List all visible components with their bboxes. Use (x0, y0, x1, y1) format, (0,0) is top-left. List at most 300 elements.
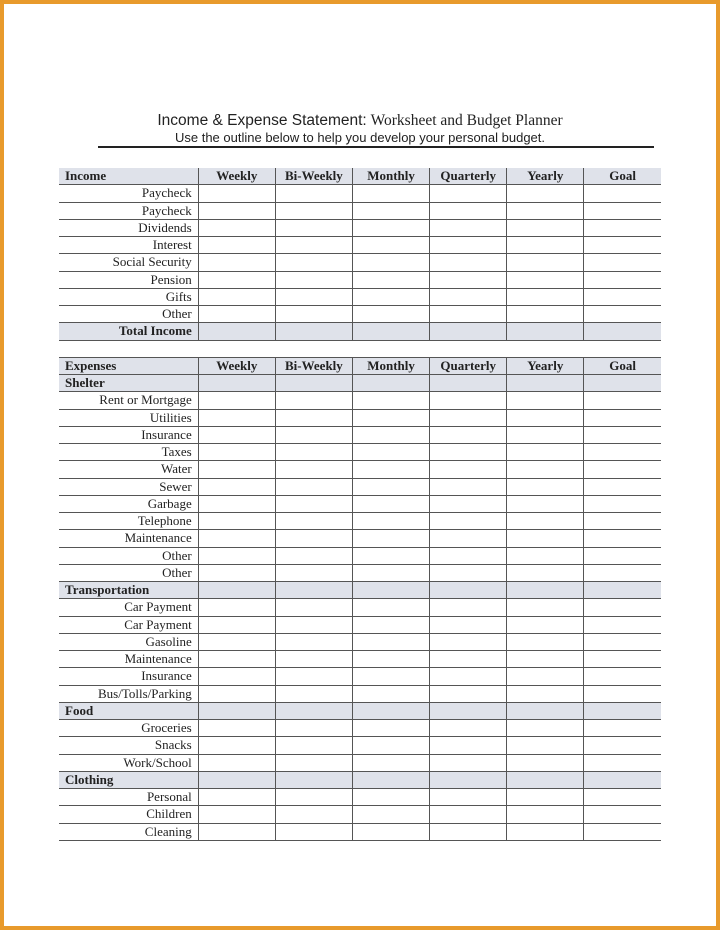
entry-cell[interactable] (198, 513, 275, 530)
entry-cell[interactable] (430, 806, 507, 823)
entry-cell[interactable] (430, 582, 507, 599)
entry-cell[interactable] (584, 202, 661, 219)
table-row (59, 237, 661, 254)
entry-cell[interactable] (507, 288, 584, 305)
entry-cell[interactable] (584, 392, 661, 409)
entry-cell[interactable] (352, 409, 429, 426)
line-item-label: Dividends (59, 219, 198, 236)
entry-cell[interactable] (584, 306, 661, 323)
entry-cell[interactable] (430, 651, 507, 668)
entry-cell[interactable] (352, 495, 429, 512)
entry-cell[interactable] (275, 513, 352, 530)
entry-cell[interactable] (275, 426, 352, 443)
section-header-label: Income (59, 168, 198, 185)
entry-cell[interactable] (584, 530, 661, 547)
entry-cell[interactable] (198, 668, 275, 685)
entry-cell[interactable] (352, 478, 429, 495)
entry-cell[interactable] (507, 426, 584, 443)
entry-cell[interactable] (352, 668, 429, 685)
entry-cell[interactable] (584, 271, 661, 288)
entry-cell[interactable] (430, 185, 507, 202)
entry-cell[interactable] (584, 720, 661, 737)
entry-cell[interactable] (584, 582, 661, 599)
entry-cell[interactable] (430, 702, 507, 719)
table-row (59, 409, 661, 426)
entry-cell[interactable] (352, 426, 429, 443)
entry-cell[interactable] (430, 375, 507, 392)
table-row (59, 444, 661, 461)
entry-cell[interactable] (352, 633, 429, 650)
entry-cell[interactable] (507, 789, 584, 806)
entry-cell[interactable] (352, 806, 429, 823)
entry-cell[interactable] (275, 306, 352, 323)
entry-cell[interactable] (352, 564, 429, 581)
entry-cell[interactable] (507, 323, 584, 340)
entry-cell[interactable] (275, 789, 352, 806)
entry-cell[interactable] (352, 754, 429, 771)
entry-cell[interactable] (275, 461, 352, 478)
title-main: Income & Expense Statement: (157, 112, 367, 129)
entry-cell[interactable] (352, 185, 429, 202)
entry-cell[interactable] (352, 254, 429, 271)
entry-cell[interactable] (198, 685, 275, 702)
entry-cell[interactable] (198, 375, 275, 392)
table-row (59, 219, 661, 236)
entry-cell[interactable] (275, 288, 352, 305)
entry-cell[interactable] (507, 582, 584, 599)
column-header: Weekly (198, 168, 275, 185)
entry-cell[interactable] (430, 564, 507, 581)
category-label: Shelter (59, 375, 198, 392)
entry-cell[interactable] (584, 513, 661, 530)
expenses-header-row (59, 357, 661, 374)
column-header: Monthly (352, 168, 429, 185)
entry-cell[interactable] (507, 547, 584, 564)
entry-cell[interactable] (275, 737, 352, 754)
entry-cell[interactable] (507, 754, 584, 771)
entry-cell[interactable] (275, 668, 352, 685)
entry-cell[interactable] (507, 202, 584, 219)
entry-cell[interactable] (507, 444, 584, 461)
entry-cell[interactable] (584, 771, 661, 788)
spacer-cell (198, 340, 275, 357)
entry-cell[interactable] (430, 461, 507, 478)
entry-cell[interactable] (584, 254, 661, 271)
page-title (4, 112, 716, 130)
entry-cell[interactable] (430, 495, 507, 512)
column-header: Goal (584, 168, 661, 185)
entry-cell[interactable] (584, 185, 661, 202)
column-header: Monthly (352, 357, 429, 374)
line-item-label: Social Security (59, 254, 198, 271)
entry-cell[interactable] (198, 582, 275, 599)
entry-cell[interactable] (430, 254, 507, 271)
page-subtitle: Use the outline below to help you develop your personal budget. (174, 130, 546, 145)
entry-cell[interactable] (430, 668, 507, 685)
entry-cell[interactable] (275, 495, 352, 512)
entry-cell[interactable] (430, 513, 507, 530)
table-row (59, 513, 661, 530)
title-divider (98, 146, 654, 148)
entry-cell[interactable] (584, 478, 661, 495)
entry-cell[interactable] (198, 771, 275, 788)
entry-cell[interactable] (352, 582, 429, 599)
entry-cell[interactable] (430, 633, 507, 650)
entry-cell[interactable] (584, 426, 661, 443)
entry-cell[interactable] (198, 702, 275, 719)
entry-cell[interactable] (507, 237, 584, 254)
entry-cell[interactable] (430, 547, 507, 564)
entry-cell[interactable] (198, 185, 275, 202)
entry-cell[interactable] (198, 754, 275, 771)
entry-cell[interactable] (430, 219, 507, 236)
entry-cell[interactable] (430, 392, 507, 409)
entry-cell[interactable] (198, 495, 275, 512)
entry-cell[interactable] (584, 599, 661, 616)
entry-cell[interactable] (430, 306, 507, 323)
table-row (59, 720, 661, 737)
entry-cell[interactable] (584, 702, 661, 719)
entry-cell[interactable] (507, 668, 584, 685)
entry-cell[interactable] (352, 323, 429, 340)
entry-cell[interactable] (507, 219, 584, 236)
entry-cell[interactable] (198, 651, 275, 668)
entry-cell[interactable] (275, 754, 352, 771)
entry-cell[interactable] (352, 616, 429, 633)
table-row (59, 633, 661, 650)
entry-cell[interactable] (430, 323, 507, 340)
entry-cell[interactable] (198, 306, 275, 323)
entry-cell[interactable] (507, 685, 584, 702)
entry-cell[interactable] (275, 547, 352, 564)
entry-cell[interactable] (275, 237, 352, 254)
entry-cell[interactable] (584, 547, 661, 564)
entry-cell[interactable] (584, 806, 661, 823)
entry-cell[interactable] (507, 409, 584, 426)
line-item-label: Paycheck (59, 185, 198, 202)
entry-cell[interactable] (275, 444, 352, 461)
entry-cell[interactable] (352, 392, 429, 409)
entry-cell[interactable] (507, 720, 584, 737)
entry-cell[interactable] (198, 426, 275, 443)
entry-cell[interactable] (275, 720, 352, 737)
line-item-label: Rent or Mortgage (59, 392, 198, 409)
category-label: Food (59, 702, 198, 719)
line-item-label: Car Payment (59, 599, 198, 616)
entry-cell[interactable] (584, 375, 661, 392)
line-item-label: Water (59, 461, 198, 478)
table-row (59, 530, 661, 547)
entry-cell[interactable] (507, 271, 584, 288)
entry-cell[interactable] (352, 737, 429, 754)
column-header: Bi-Weekly (275, 168, 352, 185)
entry-cell[interactable] (507, 564, 584, 581)
entry-cell[interactable] (275, 771, 352, 788)
entry-cell[interactable] (275, 702, 352, 719)
entry-cell[interactable] (507, 495, 584, 512)
column-header: Quarterly (430, 168, 507, 185)
table-row (59, 651, 661, 668)
entry-cell[interactable] (430, 771, 507, 788)
entry-cell[interactable] (507, 478, 584, 495)
entry-cell[interactable] (352, 461, 429, 478)
column-header: Bi-Weekly (275, 357, 352, 374)
entry-cell[interactable] (507, 806, 584, 823)
entry-cell[interactable] (198, 720, 275, 737)
entry-cell[interactable] (275, 271, 352, 288)
line-item-label: Cleaning (59, 823, 198, 840)
entry-cell[interactable] (507, 823, 584, 840)
table-row (59, 254, 661, 271)
entry-cell[interactable] (584, 444, 661, 461)
table-row (59, 547, 661, 564)
entry-cell[interactable] (507, 254, 584, 271)
entry-cell[interactable] (352, 547, 429, 564)
entry-cell[interactable] (275, 185, 352, 202)
entry-cell[interactable] (352, 789, 429, 806)
entry-cell[interactable] (198, 323, 275, 340)
entry-cell[interactable] (507, 530, 584, 547)
entry-cell[interactable] (507, 513, 584, 530)
entry-cell[interactable] (507, 633, 584, 650)
column-header: Weekly (198, 357, 275, 374)
entry-cell[interactable] (430, 789, 507, 806)
entry-cell[interactable] (584, 237, 661, 254)
total-income-row (59, 323, 661, 340)
column-header: Yearly (507, 357, 584, 374)
worksheet-page (4, 4, 716, 926)
entry-cell[interactable] (584, 789, 661, 806)
table-row (59, 271, 661, 288)
entry-cell[interactable] (430, 288, 507, 305)
entry-cell[interactable] (198, 530, 275, 547)
entry-cell[interactable] (198, 219, 275, 236)
line-item-label: Gasoline (59, 633, 198, 650)
entry-cell[interactable] (198, 564, 275, 581)
entry-cell[interactable] (430, 426, 507, 443)
entry-cell[interactable] (584, 409, 661, 426)
category-row (59, 771, 661, 788)
entry-cell[interactable] (352, 651, 429, 668)
entry-cell[interactable] (352, 375, 429, 392)
entry-cell[interactable] (430, 823, 507, 840)
entry-cell[interactable] (352, 219, 429, 236)
entry-cell[interactable] (584, 461, 661, 478)
entry-cell[interactable] (584, 737, 661, 754)
entry-cell[interactable] (198, 599, 275, 616)
entry-cell[interactable] (198, 271, 275, 288)
entry-cell[interactable] (275, 599, 352, 616)
entry-cell[interactable] (352, 306, 429, 323)
entry-cell[interactable] (198, 392, 275, 409)
entry-cell[interactable] (507, 771, 584, 788)
table-row (59, 754, 661, 771)
entry-cell[interactable] (275, 616, 352, 633)
table-row (59, 202, 661, 219)
entry-cell[interactable] (352, 771, 429, 788)
entry-cell[interactable] (275, 409, 352, 426)
column-header: Yearly (507, 168, 584, 185)
entry-cell[interactable] (352, 823, 429, 840)
entry-cell[interactable] (352, 202, 429, 219)
table-row (59, 616, 661, 633)
section-spacer (59, 340, 661, 357)
entry-cell[interactable] (198, 444, 275, 461)
table-row (59, 599, 661, 616)
entry-cell[interactable] (275, 823, 352, 840)
line-item-label: Pension (59, 271, 198, 288)
entry-cell[interactable] (198, 633, 275, 650)
entry-cell[interactable] (198, 737, 275, 754)
entry-cell[interactable] (275, 375, 352, 392)
entry-cell[interactable] (198, 823, 275, 840)
entry-cell[interactable] (584, 685, 661, 702)
title-secondary: Worksheet and Budget Planner (370, 112, 563, 129)
total-income-label: Total Income (59, 323, 198, 340)
entry-cell[interactable] (198, 461, 275, 478)
line-item-label: Personal (59, 789, 198, 806)
entry-cell[interactable] (275, 651, 352, 668)
entry-cell[interactable] (507, 651, 584, 668)
table-row (59, 461, 661, 478)
entry-cell[interactable] (275, 685, 352, 702)
entry-cell[interactable] (352, 271, 429, 288)
section-header-label: Expenses (59, 357, 198, 374)
entry-cell[interactable] (507, 599, 584, 616)
entry-cell[interactable] (430, 685, 507, 702)
entry-cell[interactable] (430, 616, 507, 633)
entry-cell[interactable] (198, 237, 275, 254)
entry-cell[interactable] (198, 254, 275, 271)
entry-cell[interactable] (430, 444, 507, 461)
entry-cell[interactable] (198, 202, 275, 219)
entry-cell[interactable] (584, 754, 661, 771)
entry-cell[interactable] (352, 685, 429, 702)
table-row (59, 478, 661, 495)
line-item-label: Interest (59, 237, 198, 254)
entry-cell[interactable] (275, 633, 352, 650)
entry-cell[interactable] (430, 737, 507, 754)
entry-cell[interactable] (275, 564, 352, 581)
entry-cell[interactable] (352, 444, 429, 461)
column-header: Goal (584, 357, 661, 374)
line-item-label: Sewer (59, 478, 198, 495)
table-row (59, 185, 661, 202)
entry-cell[interactable] (507, 392, 584, 409)
entry-cell[interactable] (507, 616, 584, 633)
entry-cell[interactable] (430, 202, 507, 219)
table-row (59, 737, 661, 754)
line-item-label: Paycheck (59, 202, 198, 219)
table-row (59, 306, 661, 323)
entry-cell[interactable] (584, 651, 661, 668)
line-item-label: Garbage (59, 495, 198, 512)
entry-cell[interactable] (430, 271, 507, 288)
entry-cell[interactable] (275, 254, 352, 271)
line-item-label: Children (59, 806, 198, 823)
entry-cell[interactable] (275, 806, 352, 823)
entry-cell[interactable] (198, 547, 275, 564)
entry-cell[interactable] (430, 720, 507, 737)
entry-cell[interactable] (352, 720, 429, 737)
table-row (59, 823, 661, 840)
entry-cell[interactable] (507, 737, 584, 754)
entry-cell[interactable] (430, 478, 507, 495)
budget-table (59, 168, 661, 841)
entry-cell[interactable] (275, 219, 352, 236)
entry-cell[interactable] (507, 461, 584, 478)
category-label: Transportation (59, 582, 198, 599)
entry-cell[interactable] (584, 616, 661, 633)
entry-cell[interactable] (352, 702, 429, 719)
spacer-cell (352, 340, 429, 357)
entry-cell[interactable] (198, 409, 275, 426)
entry-cell[interactable] (275, 323, 352, 340)
entry-cell[interactable] (507, 702, 584, 719)
entry-cell[interactable] (198, 789, 275, 806)
line-item-label: Insurance (59, 426, 198, 443)
entry-cell[interactable] (584, 823, 661, 840)
entry-cell[interactable] (584, 219, 661, 236)
entry-cell[interactable] (352, 237, 429, 254)
entry-cell[interactable] (275, 530, 352, 547)
entry-cell[interactable] (198, 288, 275, 305)
table-row (59, 668, 661, 685)
line-item-label: Other (59, 547, 198, 564)
entry-cell[interactable] (584, 495, 661, 512)
entry-cell[interactable] (198, 616, 275, 633)
entry-cell[interactable] (430, 599, 507, 616)
table-row (59, 685, 661, 702)
entry-cell[interactable] (430, 237, 507, 254)
line-item-label: Utilities (59, 409, 198, 426)
line-item-label: Groceries (59, 720, 198, 737)
entry-cell[interactable] (584, 668, 661, 685)
entry-cell[interactable] (352, 513, 429, 530)
spacer-cell (275, 340, 352, 357)
entry-cell[interactable] (198, 478, 275, 495)
entry-cell[interactable] (275, 582, 352, 599)
entry-cell[interactable] (275, 392, 352, 409)
entry-cell[interactable] (275, 478, 352, 495)
entry-cell[interactable] (584, 564, 661, 581)
table-row (59, 806, 661, 823)
category-row (59, 582, 661, 599)
entry-cell[interactable] (507, 306, 584, 323)
entry-cell[interactable] (352, 288, 429, 305)
entry-cell[interactable] (430, 409, 507, 426)
entry-cell[interactable] (198, 806, 275, 823)
entry-cell[interactable] (430, 530, 507, 547)
table-row (59, 564, 661, 581)
entry-cell[interactable] (352, 599, 429, 616)
spacer-cell (507, 340, 584, 357)
budget-table-body (59, 168, 661, 840)
entry-cell[interactable] (507, 375, 584, 392)
entry-cell[interactable] (275, 202, 352, 219)
entry-cell[interactable] (352, 530, 429, 547)
entry-cell[interactable] (507, 185, 584, 202)
entry-cell[interactable] (584, 323, 661, 340)
line-item-label: Work/School (59, 754, 198, 771)
category-label: Clothing (59, 771, 198, 788)
entry-cell[interactable] (584, 633, 661, 650)
entry-cell[interactable] (584, 288, 661, 305)
column-header: Quarterly (430, 357, 507, 374)
line-item-label: Other (59, 306, 198, 323)
entry-cell[interactable] (430, 754, 507, 771)
line-item-label: Telephone (59, 513, 198, 530)
